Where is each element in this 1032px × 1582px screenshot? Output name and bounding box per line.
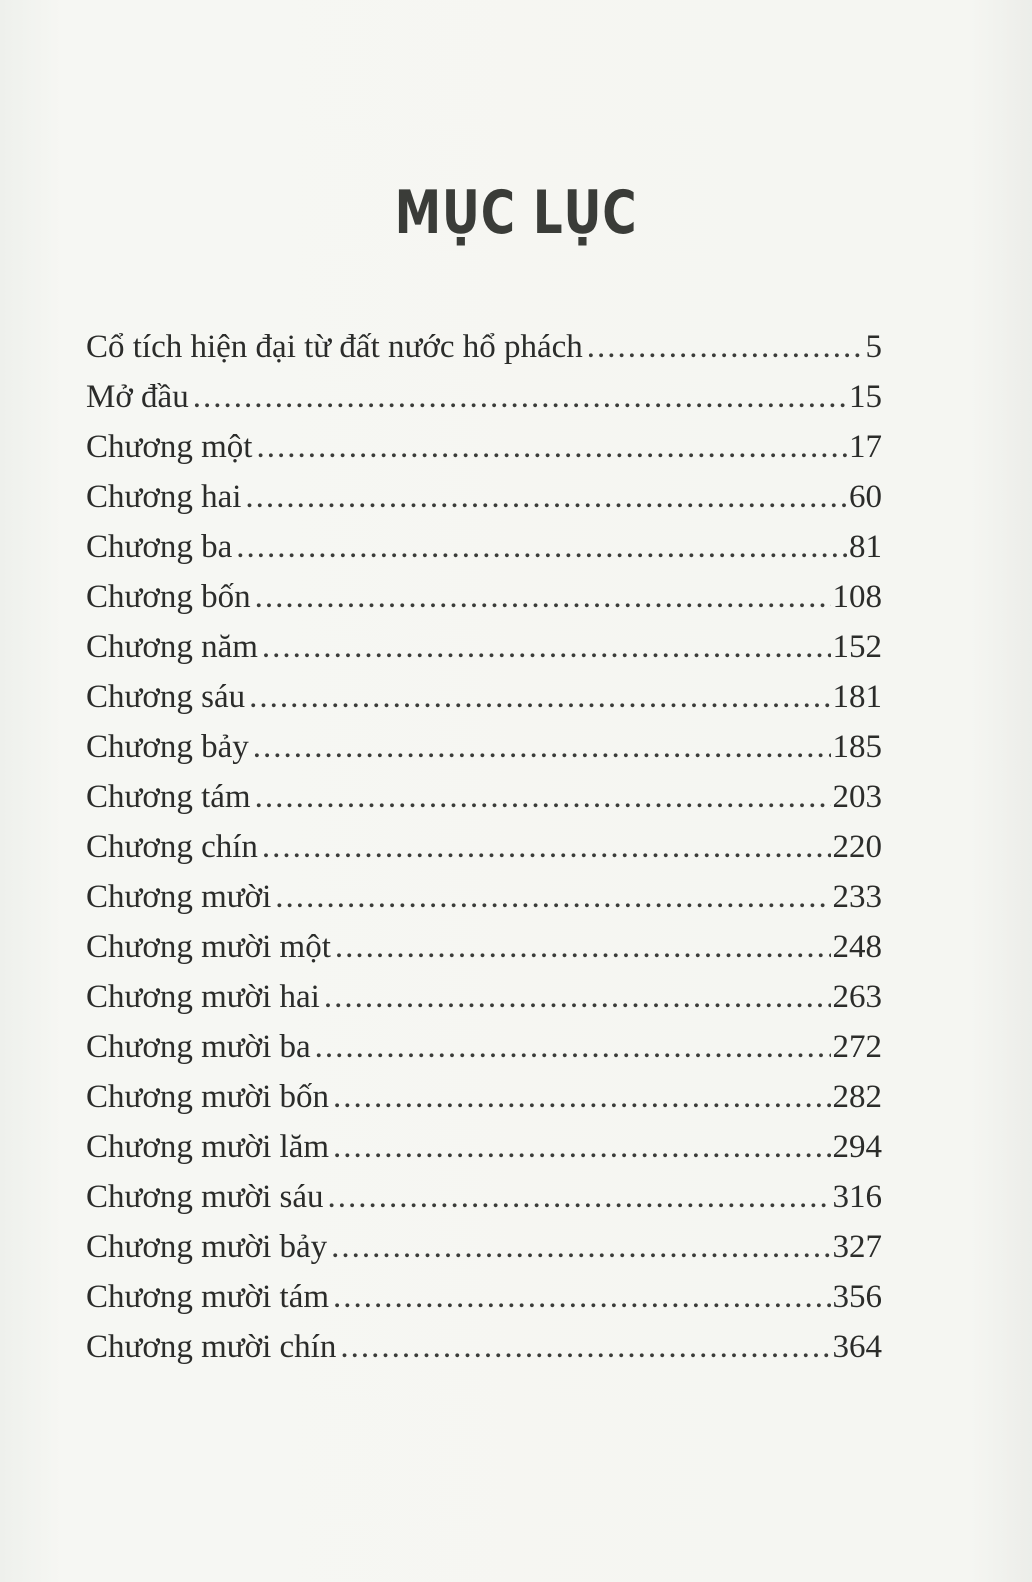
- toc-entry-label: Chương mười lăm: [86, 1129, 330, 1165]
- toc-entry-page: 220: [832, 829, 882, 865]
- dot-leader: [255, 572, 831, 622]
- dot-leader: [333, 1072, 830, 1122]
- toc-entry-label: Chương mười chín: [86, 1329, 337, 1365]
- toc-entry-label: Chương mười bảy: [86, 1229, 328, 1265]
- dot-leader: [262, 822, 831, 872]
- toc-entry: [86, 472, 882, 522]
- toc-entry-page: 203: [832, 779, 882, 815]
- toc-entry: [86, 622, 882, 672]
- toc-entry-label: Chương mười: [86, 879, 272, 915]
- toc-entry-label: Chương hai: [86, 479, 242, 515]
- dot-leader: [256, 422, 847, 472]
- toc-entry: [86, 1272, 882, 1322]
- toc-entry: [86, 1222, 882, 1272]
- toc-entry: [86, 1072, 882, 1122]
- toc-entry-label: Chương mười sáu: [86, 1179, 324, 1215]
- dot-leader: [255, 772, 831, 822]
- toc-entry: [86, 572, 882, 622]
- toc-entry: [86, 872, 882, 922]
- toc-entry: [86, 522, 882, 572]
- toc-entry-label: Chương ba: [86, 529, 233, 565]
- toc-entry-page: 327: [832, 1229, 882, 1265]
- toc-entry: [86, 922, 882, 972]
- toc-entry-page: 294: [832, 1129, 882, 1165]
- toc-entry: [86, 422, 882, 472]
- dot-leader: [236, 522, 847, 572]
- toc-entry-page: 17: [849, 429, 882, 465]
- toc-entry-label: Chương sáu: [86, 679, 246, 715]
- toc-entry: [86, 1122, 882, 1172]
- toc-entry: [86, 972, 882, 1022]
- dot-leader: [335, 922, 831, 972]
- toc-entry-page: 316: [832, 1179, 882, 1215]
- toc-entry-page: 181: [832, 679, 882, 715]
- dot-leader: [253, 722, 831, 772]
- toc-entry-label: Cổ tích hiện đại từ đất nước hổ phách: [86, 329, 583, 365]
- dot-leader: [324, 972, 831, 1022]
- toc-entry: [86, 772, 882, 822]
- dot-leader: [245, 472, 847, 522]
- toc-entry-page: 5: [865, 329, 882, 365]
- toc-entry: [86, 322, 882, 372]
- dot-leader: [333, 1272, 830, 1322]
- page-title: MỤC LỤC: [394, 178, 638, 248]
- toc-entry: [86, 722, 882, 772]
- toc-entry-label: Chương bốn: [86, 579, 251, 615]
- dot-leader: [340, 1322, 830, 1372]
- toc-entry-label: Chương mười tám: [86, 1279, 330, 1315]
- toc-entry: [86, 1172, 882, 1222]
- dot-leader: [587, 322, 864, 372]
- dot-leader: [262, 622, 831, 672]
- toc-entry-label: Chương mười hai: [86, 979, 320, 1015]
- toc-entry-label: Chương năm: [86, 629, 258, 665]
- table-of-contents: [86, 322, 882, 1372]
- dot-leader: [331, 1222, 830, 1272]
- toc-entry-page: 364: [832, 1329, 882, 1365]
- toc-entry-page: 356: [832, 1279, 882, 1315]
- toc-entry-label: Chương chín: [86, 829, 258, 865]
- dot-leader: [315, 1022, 831, 1072]
- dot-leader: [249, 672, 830, 722]
- toc-entry-page: 272: [832, 1029, 882, 1065]
- toc-entry: [86, 1022, 882, 1072]
- toc-entry: [86, 372, 882, 422]
- dot-leader: [328, 1172, 831, 1222]
- toc-entry-page: 233: [832, 879, 882, 915]
- toc-entry-page: 15: [849, 379, 882, 415]
- toc-entry: [86, 822, 882, 872]
- toc-entry-page: 248: [832, 929, 882, 965]
- toc-entry-label: Chương một: [86, 429, 253, 465]
- toc-entry-label: Chương mười một: [86, 929, 331, 965]
- toc-entry: [86, 1322, 882, 1372]
- dot-leader: [275, 872, 830, 922]
- toc-entry-label: Mở đầu: [86, 379, 189, 415]
- toc-entry-page: 81: [849, 529, 882, 565]
- toc-entry-label: Chương mười bốn: [86, 1079, 330, 1115]
- toc-entry-page: 108: [832, 579, 882, 615]
- toc-entry-label: Chương bảy: [86, 729, 249, 765]
- toc-entry-label: Chương mười ba: [86, 1029, 311, 1065]
- dot-leader: [333, 1122, 830, 1172]
- toc-entry-label: Chương tám: [86, 779, 251, 815]
- toc-entry-page: 282: [832, 1079, 882, 1115]
- dot-leader: [193, 372, 847, 422]
- toc-entry: [86, 672, 882, 722]
- toc-entry-page: 60: [849, 479, 882, 515]
- toc-entry-page: 185: [832, 729, 882, 765]
- toc-entry-page: 263: [832, 979, 882, 1015]
- toc-entry-page: 152: [832, 629, 882, 665]
